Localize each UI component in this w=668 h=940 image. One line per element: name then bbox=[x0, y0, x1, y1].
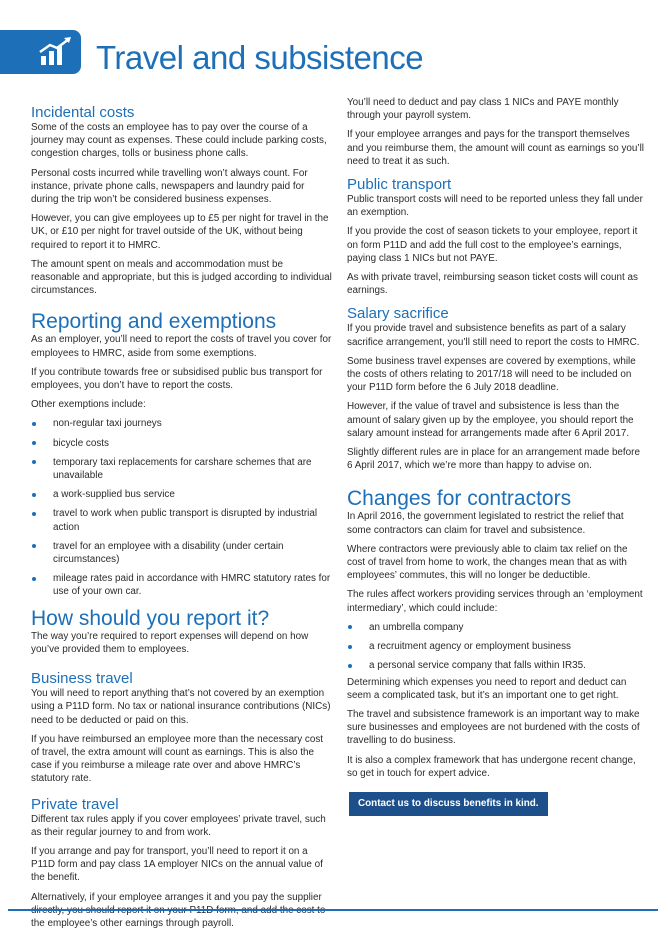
right-column bbox=[347, 96, 647, 816]
paragraph: However, if the value of travel and subsistence is less than the amount of salary given up by the employee, you should report the salary amount instead for arrangements made after 6 April 2017. bbox=[347, 401, 634, 439]
bullet-text: travel for an employee with a disability (under certain circumstances) bbox=[53, 540, 284, 566]
bullet-item bbox=[31, 507, 333, 533]
bullet-dot-icon bbox=[32, 493, 36, 497]
bottom-divider bbox=[8, 909, 658, 911]
paragraph: Personal costs incurred while travelling won’t always count. For instance, private phone calls, newspapers and laundry paid for during the trip won’t be considered business expenses. bbox=[31, 167, 308, 206]
bullet-dot-icon bbox=[348, 625, 352, 629]
bullet-dot-icon bbox=[32, 441, 36, 445]
left-column bbox=[31, 96, 333, 930]
bullet-text: travel to work when public transport is disrupted by industrial action bbox=[53, 508, 318, 533]
paragraph: The rules affect workers providing services through an ‘employment intermediary’, which could include: bbox=[347, 589, 643, 614]
bullet-dot-icon bbox=[32, 512, 36, 516]
heading-how-report: How should you report it? bbox=[31, 606, 270, 630]
bullet-dot-icon bbox=[348, 664, 352, 668]
bullet-text: an umbrella company bbox=[369, 621, 464, 633]
bullet-item bbox=[31, 572, 333, 598]
bullet-dot-icon bbox=[348, 645, 352, 649]
paragraph: Some of the costs an employee has to pay over the course of a journey may count as expenses. These could include parking costs, congestion charges, tolls or business phone calls. bbox=[31, 122, 327, 160]
paragraph: If you arrange and pay for transport, you’ll need to report it on a P11D form and pay class 1A employer NICs on the annual value of the benefit. bbox=[31, 845, 323, 884]
paragraph: However, you can give employees up to £5 per night for travel in the UK, or £10 per night for travel outside of the UK, without being required to report it to HMRC. bbox=[31, 213, 329, 251]
contact-us-button[interactable]: Contact us to discuss benefits in kind. bbox=[349, 792, 548, 816]
bullet-dot-icon bbox=[32, 460, 36, 464]
heading-public-transport: Public transport bbox=[347, 176, 452, 194]
bullet-dot-icon bbox=[32, 577, 36, 581]
paragraph: If you provide travel and subsistence benefits as part of a salary sacrifice arrangement, you’ll still need to report the costs to HMRC. bbox=[347, 323, 640, 348]
heading-incidental-costs: Incidental costs bbox=[31, 104, 135, 121]
paragraph: Slightly different rules are in place for an arrangement made before 6 April 2017, which we’re more than happy to advise on. bbox=[347, 447, 640, 472]
bullet-item bbox=[347, 621, 647, 634]
paragraph: The travel and subsistence framework is an important way to make sure businesses and employees are not burdened with the costs of travelling to do business. bbox=[347, 708, 640, 747]
heading-changes-contractors: Changes for contractors bbox=[347, 487, 572, 511]
logo-badge bbox=[0, 30, 81, 74]
paragraph: Different tax rules apply if you cover employees’ private travel, such as their regular journey to and from work. bbox=[31, 813, 326, 838]
paragraph: Other exemptions include: bbox=[31, 399, 146, 411]
chart-growth-icon bbox=[38, 36, 76, 68]
bullet-item bbox=[31, 488, 333, 501]
bullet-text: temporary taxi replacements for carshare schemes that are unavailable bbox=[53, 456, 312, 482]
paragraph: If you have reimbursed an employee more than the necessary cost of travel, the extra amount will count as earnings. This is also the case if you reimburse a mileage rate over and above HMRC’s statutory rate. bbox=[31, 733, 324, 785]
bullet-dot-icon bbox=[32, 544, 36, 548]
bullet-text: a personal service company that falls within IR35. bbox=[369, 660, 586, 672]
heading-salary-sacrifice: Salary sacrifice bbox=[347, 305, 449, 323]
bullet-text: mileage rates paid in accordance with HMRC statutory rates for use of your own car. bbox=[53, 573, 331, 598]
bullet-item bbox=[31, 540, 333, 566]
paragraph: Where contractors were previously able to claim tax relief on the cost of travel from home to work, the changes mean that as with employees’ commutes, this will no longer be deductible. bbox=[347, 543, 628, 582]
bullet-text: non-regular taxi journeys bbox=[53, 418, 162, 430]
bullet-item bbox=[31, 456, 333, 482]
heading-private-travel: Private travel bbox=[31, 795, 119, 813]
bullet-item bbox=[347, 640, 647, 653]
paragraph: It is also a complex framework that has undergone recent change, so get in touch for expert advice. bbox=[347, 754, 636, 779]
paragraph: Public transport costs will need to be reported unless they fall under an exemption. bbox=[347, 194, 643, 219]
paragraph: You’ll need to deduct and pay class 1 NICs and PAYE monthly through your payroll system. bbox=[347, 97, 619, 122]
heading-reporting-exemptions: Reporting and exemptions bbox=[31, 310, 277, 334]
paragraph: As an employer, you’ll need to report the costs of travel you cover for employees to HMRC, aside from some exemptions. bbox=[31, 334, 332, 359]
bullet-item bbox=[31, 437, 333, 450]
intermediary-list bbox=[347, 621, 647, 673]
paragraph: If you provide the cost of season tickets to your employee, report it on form P11D and add the full cost to the employee’s earnings, paying class 1 NICs but not PAYE. bbox=[347, 226, 638, 264]
heading-business-travel: Business travel bbox=[31, 670, 133, 688]
bullet-item bbox=[31, 417, 333, 430]
bullet-text: bicycle costs bbox=[53, 437, 109, 449]
paragraph: You will need to report anything that’s not covered by an exemption using a P11D form. No tax or national insurance contributions (NICs) need to be deducted or paid on this. bbox=[31, 688, 331, 726]
paragraph: Determining which expenses you need to report and deduct can seem a complicated task, but it’s an important one to get right. bbox=[347, 676, 627, 701]
paragraph: The way you’re required to report expenses will depend on how you’ve provided them to employees. bbox=[31, 630, 309, 655]
paragraph: As with private travel, reimbursing season ticket costs will count as earnings. bbox=[347, 272, 638, 297]
bullet-dot-icon bbox=[32, 422, 36, 426]
paragraph: Alternatively, if your employee arranges it and you pay the supplier the employee’s other earnings through payroll. bbox=[31, 891, 322, 929]
page-title: Travel and subsistence bbox=[96, 39, 424, 76]
paragraph: In April 2016, the government legislated to restrict the relief that some contractors can claim for travel and subsistence. bbox=[347, 511, 624, 536]
bullet-text: a recruitment agency or employment business bbox=[369, 641, 571, 653]
paragraph: If you contribute towards free or subsidised public bus transport for employees, you don’t have to report the costs. bbox=[31, 366, 323, 392]
paragraph: The amount spent on meals and accommodation must be reasonable and appropriate, but this is judged according to individual circumstances. bbox=[31, 258, 332, 297]
bullet-item bbox=[347, 659, 647, 672]
exemptions-list bbox=[31, 417, 333, 598]
paragraph: If your employee arranges and pays for the transport themselves and you reimburse them, the amount will count as earnings so you’ll need to treat it as such. bbox=[347, 129, 644, 167]
paragraph: Some business travel expenses are covered by exemptions, while the costs of others relating to 2017/18 will need to be included on your P11D form before the 6 July 2018 deadline. bbox=[347, 355, 636, 394]
bullet-text: a work-supplied bus service bbox=[53, 489, 175, 501]
